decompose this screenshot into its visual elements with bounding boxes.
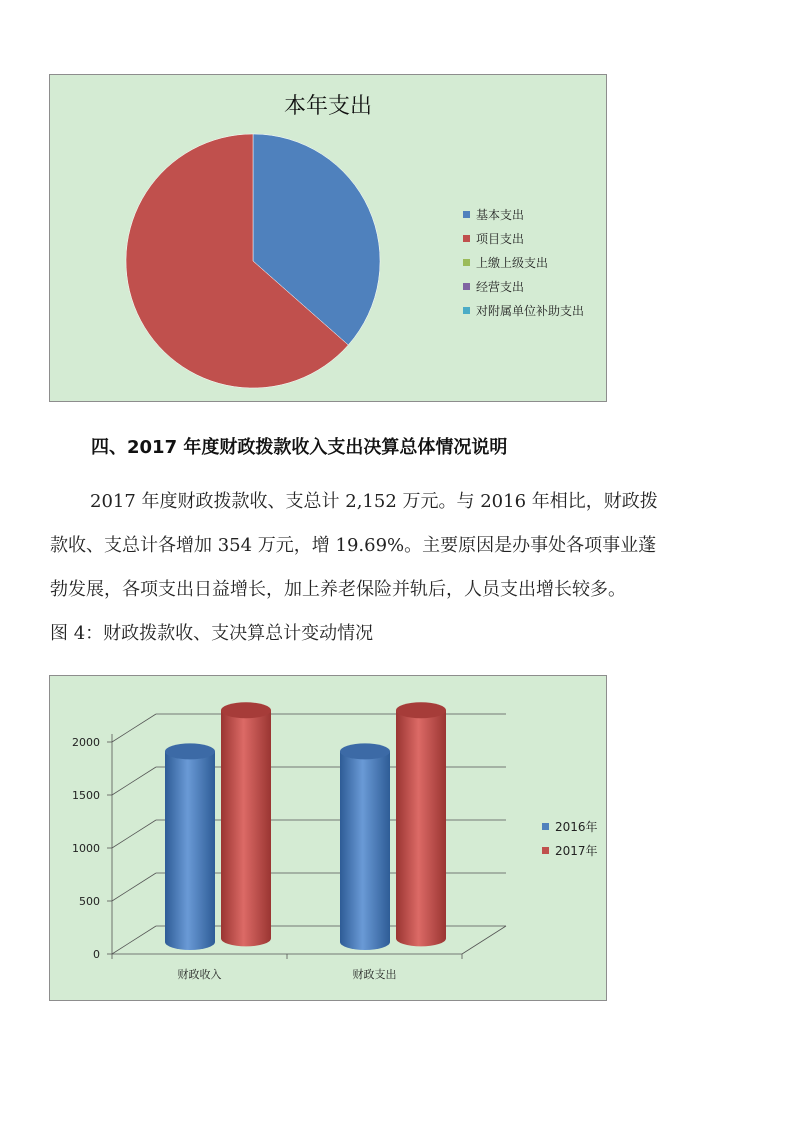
- bar-body: [340, 751, 390, 950]
- bar-cap: [165, 743, 215, 759]
- bar-cap: [340, 743, 390, 759]
- legend-swatch: [463, 235, 470, 242]
- pie-chart-container: [49, 74, 607, 402]
- bar-chart-container: [49, 675, 607, 1001]
- legend-item: [542, 814, 598, 838]
- grid-line-diagonal: [112, 767, 156, 795]
- legend-label: 上缴上级支出: [476, 255, 549, 270]
- y-tick-label: 1000: [72, 842, 100, 855]
- bar-chart: [50, 676, 608, 1002]
- bar-body: [221, 710, 271, 946]
- bar: [165, 743, 215, 950]
- legend-label: 经营支出: [476, 279, 525, 294]
- y-tick-label: 500: [79, 895, 100, 908]
- paragraph-line: 款收、支总计各增加 354 万元，增 19.69%。主要原因是办事处各项事业蓬: [50, 535, 657, 556]
- legend-item: [463, 274, 584, 298]
- x-tick-label: 财政收入: [177, 968, 222, 981]
- pie-legend: [463, 202, 584, 322]
- legend-swatch: [463, 211, 470, 218]
- legend-label: 基本支出: [476, 207, 525, 222]
- bar: [396, 702, 446, 946]
- bar-legend: [542, 814, 598, 862]
- grid-line-diagonal: [112, 714, 156, 742]
- legend-label: 2016年: [555, 819, 598, 834]
- legend-item: [463, 226, 584, 250]
- legend-label: 项目支出: [476, 231, 525, 246]
- y-tick-label: 1500: [72, 789, 100, 802]
- paragraph-line: 2017 年度财政拨款收、支总计 2,152 万元。与 2016 年相比，财政拨: [90, 491, 658, 512]
- y-tick-label: 2000: [72, 736, 100, 749]
- x-tick-label: 财政支出: [352, 968, 397, 981]
- y-tick-label: 0: [93, 948, 100, 961]
- paragraph-line: 勃发展，各项支出日益增长，加上养老保险并轨后，人员支出增长较多。: [50, 579, 626, 600]
- bar: [221, 702, 271, 946]
- floor-edge: [462, 926, 506, 954]
- bar-body: [396, 710, 446, 946]
- grid-line-diagonal: [112, 873, 156, 901]
- bar: [340, 743, 390, 950]
- legend-swatch: [463, 283, 470, 290]
- grid-line-diagonal: [112, 926, 156, 954]
- grid-line-diagonal: [112, 820, 156, 848]
- figure-caption: 图 4：财政拨款收、支决算总计变动情况: [50, 623, 374, 644]
- legend-label: 对附属单位补助支出: [476, 303, 585, 318]
- legend-swatch: [463, 307, 470, 314]
- legend-item: [463, 298, 584, 322]
- legend-swatch: [463, 259, 470, 266]
- legend-item: [463, 250, 584, 274]
- legend-item: [463, 202, 584, 226]
- legend-swatch: [542, 847, 549, 854]
- legend-label: 2017年: [555, 843, 598, 858]
- bar-cap: [396, 702, 446, 718]
- pie-chart-title: 本年支出: [283, 94, 372, 119]
- body-paragraph: [50, 480, 750, 612]
- legend-swatch: [542, 823, 549, 830]
- bar-body: [165, 751, 215, 950]
- bar-cap: [221, 702, 271, 718]
- section-heading: 四、2017 年度财政拨款收入支出决算总体情况说明: [91, 437, 508, 458]
- legend-item: [542, 838, 598, 862]
